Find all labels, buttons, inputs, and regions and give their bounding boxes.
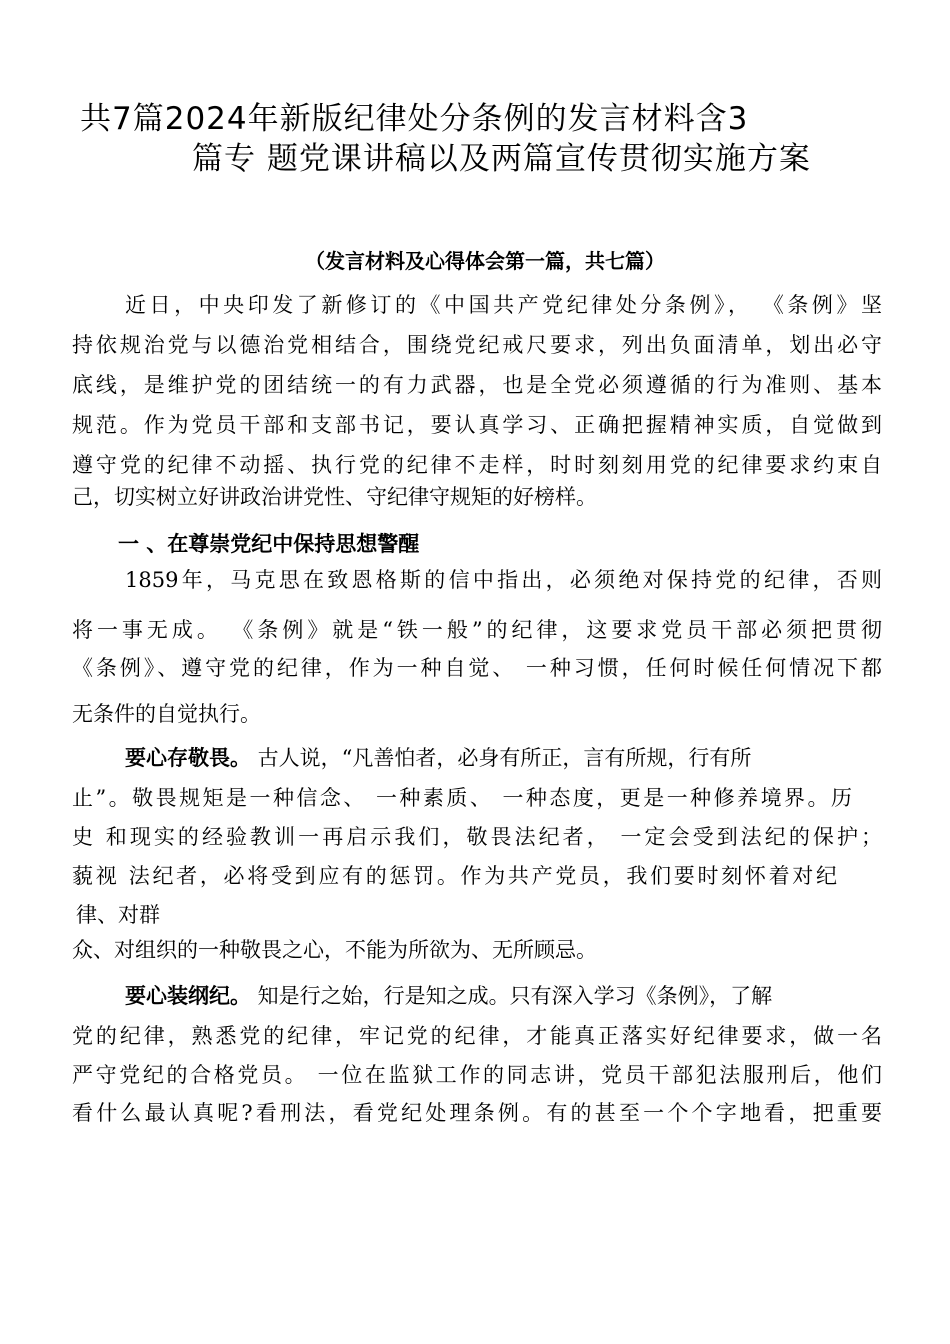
- paragraph-3-line-6: 众、对组织的一种敬畏之心，不能为所欲为、无所顾忌。: [72, 938, 597, 962]
- paragraph-4-line-3: 严守党纪的合格党员。 一位在监狱工作的同志讲，党员干部犯法服刑后，他们: [72, 1063, 882, 1087]
- paragraph-3-line-2: 止”。敬畏规矩是一种信念、 一种素质、 一种态度，更是一种修养境界。历: [72, 786, 852, 810]
- paragraph-4-line-2: 党的纪律，熟悉党的纪律，牢记党的纪律，才能真正落实好纪律要求，做一名: [72, 1024, 882, 1048]
- paragraph-1-line-6: 己，切实树立好讲政治讲党性、守纪律守规矩的好榜样。: [72, 485, 597, 509]
- paragraph-3-line-3: 史 和现实的经验教训一再启示我们，敬畏法纪者， 一定会受到法纪的保护；: [72, 825, 882, 849]
- paragraph-2-line-3: 《条例》、遵守党的纪律，作为一种自觉、 一种习惯，任何时候任何情况下都: [72, 656, 882, 680]
- paragraph-1-line-1: 近日，中央印发了新修订的《中国共产党纪律处分条例》， 《条例》坚: [125, 293, 882, 317]
- paragraph-2-line-1: 1859年，马克思在致恩格斯的信中指出，必须绝对保持党的纪律，否则: [125, 568, 882, 592]
- paragraph-3-line-1: [125, 746, 882, 771]
- paragraph-1-line-4: 规范。作为党员干部和支部书记，要认真学习、正确把握精神实质，自觉做到: [72, 413, 882, 437]
- paragraph-1-line-2: 持依规治党与以德治党相结合，围绕党纪戒尺要求，列出负面清单，划出必守: [72, 333, 882, 357]
- paragraph-4-line-1-text: 知是行之始，行是知之成。只有深入学习《条例》，了解: [251, 984, 773, 1008]
- paragraph-3-lead: 要心存敬畏。: [125, 746, 251, 770]
- paragraph-3-line-5: 律、对群: [76, 903, 160, 927]
- document-title-line-2: 篇专 题党课讲稿以及两篇宣传贯彻实施方案: [192, 141, 811, 177]
- section-heading-1: 一 、在尊崇党纪中保持思想警醒: [118, 532, 420, 556]
- document-subtitle: （发言材料及心得体会第一篇，共七篇）: [305, 249, 665, 273]
- paragraph-2-line-2: 将一事无成。 《条例》就是“铁一般”的纪律，这要求党员干部必须把贯彻: [72, 618, 882, 642]
- paragraph-1-line-5: 遵守党的纪律不动摇、执行党的纪律不走样，时时刻刻用党的纪律要求约束自: [72, 453, 882, 477]
- paragraph-4-line-4: 看什么最认真呢?看刑法，看党纪处理条例。有的甚至一个个字地看，把重要: [72, 1101, 882, 1125]
- paragraph-3-line-1-text: 古人说，“凡善怕者，必身有所正，言有所规，行有所: [251, 746, 752, 770]
- paragraph-2-line-4: 无条件的自觉执行。: [72, 702, 261, 726]
- paragraph-3-line-4: 藐视 法纪者，必将受到应有的惩罚。作为共产党员，我们要时刻怀着对纪: [72, 864, 837, 888]
- paragraph-1-line-3: 底线，是维护党的团结统一的有力武器，也是全党必须遵循的行为准则、基本: [72, 373, 882, 397]
- document-title-line-1: 共7篇2024年新版纪律处分条例的发言材料含3: [80, 101, 749, 137]
- paragraph-4-lead: 要心装纲纪。: [125, 984, 251, 1008]
- paragraph-4-line-1: [125, 984, 882, 1009]
